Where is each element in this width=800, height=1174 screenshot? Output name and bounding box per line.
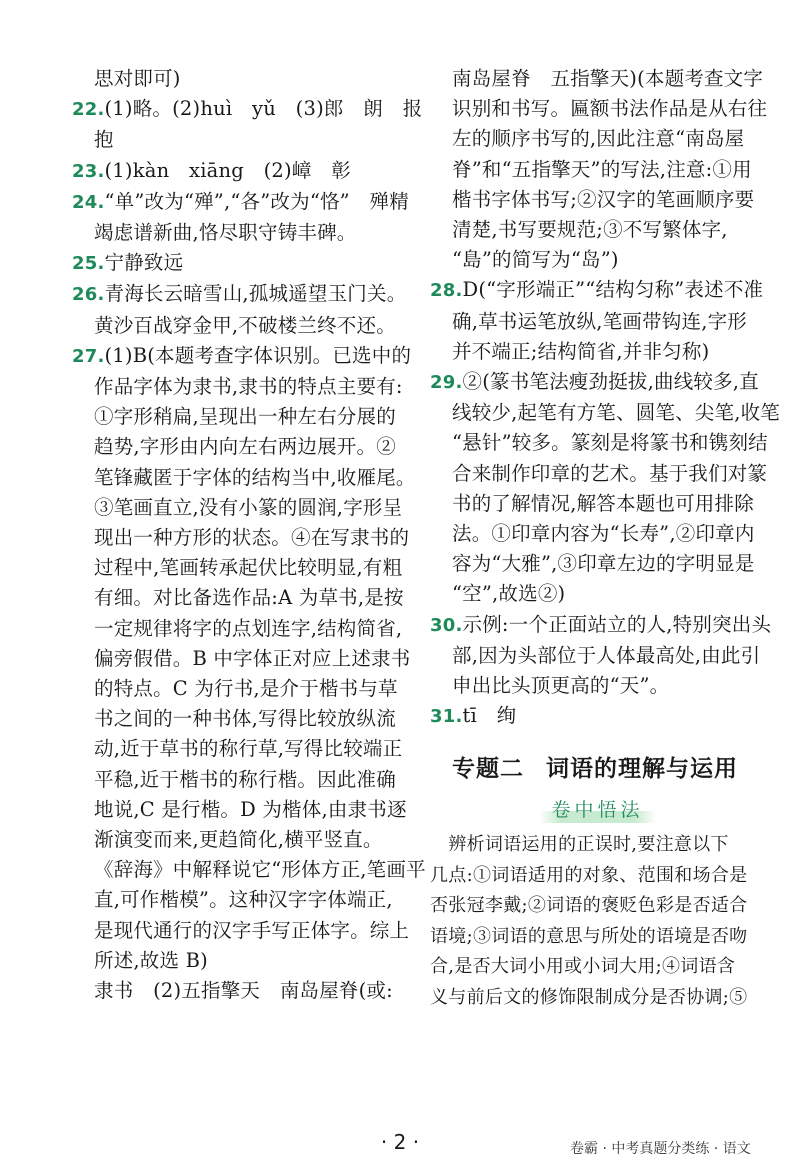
answer-text: 申出比头顶更高的“天”。 [452,674,670,698]
answer-text: 一定规律将字的点划连字,结构简省, [94,616,403,640]
answer-line [72,523,410,553]
answer-text: 的特点。C 为行书,是介于楷书与草 [94,677,398,701]
answer-line [430,701,765,732]
answer-line [72,64,392,94]
answer-line [72,187,409,218]
answer-text: 竭虑谱新曲,恪尽职守铸丰碑。 [94,221,357,245]
answer-line [430,215,765,245]
answer-item [72,187,409,248]
answer-text: 南岛屋脊 五指擎天)(本题考查文字 [452,67,764,90]
answer-line [72,916,410,946]
answer-text: (1)kàn xiāng (2)嶂 彰 [104,158,351,182]
answer-line [72,94,423,125]
right-column [430,64,780,1013]
answer-item [72,976,392,1006]
answer-line [72,976,392,1006]
answer-line [72,614,403,644]
answer-line [72,583,404,613]
answer-line [430,519,765,549]
answer-line [430,64,765,94]
answer-line [72,704,396,734]
left-column [72,64,426,1006]
answer-line [430,337,765,367]
answer-line [430,579,765,609]
answer-text: 《辞海》中解释说它“形体方正,笔画平 [94,858,426,882]
answer-number: 23. [72,160,105,182]
answer-text: 抱 [94,128,114,152]
answer-line [72,248,392,279]
answer-text: 部,因为头部位于人体最高处,由此引 [452,643,761,667]
answer-text: (1)B(本题考查字体识别。已选中的 [104,343,412,367]
answer-line [430,367,765,398]
answer-item [430,275,765,367]
page-number: · 2 · [380,1130,420,1154]
answer-item [72,64,392,94]
answer-item [430,701,765,732]
answer-text: 识别和书写。匾额书法作品是从右往 [452,97,768,121]
answer-text: 脊”和“五指擎天”的写法,注意:①用 [452,157,752,181]
answer-text: 合来制作印章的艺术。基于我们对篆 [452,461,768,485]
answer-line [72,279,407,310]
answer-line [72,885,392,915]
answer-item [72,94,423,155]
answer-item [72,248,392,279]
answer-text: “悬针”较多。篆刻是将篆书和镌刻结 [452,431,768,455]
answer-line [72,795,407,825]
answer-text: 平稳,近于楷书的称行楷。因此准确 [94,767,396,791]
answer-line [430,641,765,671]
answer-text: “空”,故选②) [452,582,566,606]
answer-text: 容为“大雅”,③印章左边的字明显是 [452,552,755,576]
answer-text: 现出一种方形的状态。④在写隶书的 [94,526,410,550]
answer-number: 22. [72,99,105,121]
answer-line [72,125,392,155]
answer-line [430,459,768,489]
answer-line [430,307,765,337]
answer-item [72,279,407,340]
answer-number: 31. [430,706,463,728]
answer-number: 28. [430,280,463,302]
answer-line [430,489,765,519]
answer-line [72,734,403,764]
answer-text: 思对即可) [94,67,181,90]
footer-brand: 卷霸 · 中考真题分类练 · 语文 [570,1141,751,1157]
answer-text: (1)略。(2)huì yǔ (3)郎 朗 报 [104,97,423,121]
answer-number: 24. [72,191,105,213]
answer-line [72,218,392,248]
answer-text: 有细。对比备选作品:A 为草书,是按 [94,586,404,610]
answer-line [72,946,392,976]
paragraph-line: 辨析词语运用的正误时,要注意以下 [430,834,729,856]
paragraph-line: 否张冠李戴;②词语的褒贬色彩是否适合 [430,895,748,917]
answer-text: D(“字形端正”“结构匀称”表述不准 [462,278,764,302]
answer-text: 法。①印章内容为“长寿”,②印章内 [452,522,755,546]
paragraph-line: 义与前后文的修饰限制成分是否协调;⑤ [430,986,748,1008]
answer-text: “島”的简写为“岛”) [452,248,619,272]
answer-number: 26. [72,284,105,306]
answer-text: 直,可作楷模”。这种汉字字体端正, [94,888,393,912]
answer-line [72,341,412,372]
answer-text: 青海长云暗雪山,孤城遥望玉门关。 [104,282,407,306]
answer-text: tī 绚 [462,704,517,728]
answer-number: 29. [430,372,463,394]
answer-line [430,245,765,275]
answer-line [72,825,392,855]
answer-text: 动,近于草书的称行草,写得比较端正 [94,737,403,761]
answer-text: 作品字体为隶书,隶书的特点主要有: [94,375,403,399]
answer-line [430,155,765,185]
answer-text: ③笔画直立,没有小篆的圆润,字形呈 [94,495,403,519]
answer-line [72,432,396,462]
answer-line [72,463,416,493]
answer-line [72,765,396,795]
answer-text: ②(篆书笔法瘦劲挺拔,曲线较多,直 [462,370,759,394]
answer-line [430,124,765,154]
answer-text: 地说,C 是行楷。D 为楷体,由隶书逐 [94,797,407,821]
answer-number: 27. [72,345,105,367]
answer-text: 过程中,笔画转承起伏比较明显,有粗 [94,556,403,580]
answer-line [72,674,398,704]
answer-line [72,644,411,674]
answer-text: 清楚,书写要规范;③不写繁体字, [452,218,728,242]
answer-text: 示例:一个正面站立的人,特别突出头 [462,612,772,636]
answer-line [430,671,765,701]
answer-text: 所述,故选 B) [94,948,208,972]
answer-text: 确,草书运笔放纵,笔画带钩连,字形 [452,309,747,333]
answer-item [430,64,768,275]
answer-text: 笔锋藏匿于字体的结构当中,收雁尾。 [94,465,416,489]
answer-text: 楷书字体书写;②汉字的笔画顺序要 [452,187,755,211]
answer-line [430,94,768,124]
answer-line [72,156,392,187]
answer-text: 宁静致远 [104,251,184,275]
answer-text: 偏旁假借。B 中字体正对应上述隶书 [94,646,411,670]
answer-line [72,402,396,432]
paragraph-line: 语境;③词语的意思与所处的语境是否吻 [430,925,748,947]
answer-text: 是现代通行的汉字手写正体字。综上 [94,918,410,942]
answer-text: 渐演变而来,更趋简化,横平竖直。 [94,828,383,852]
answer-text: 趋势,字形由内向左右两边展开。② [94,435,396,459]
answer-line [430,398,780,428]
answer-text: 线较少,起笔有方笔、圆笔、尖笔,收笔 [452,401,780,425]
paragraph-line: 几点:①词语适用的对象、范围和场合是 [430,864,748,886]
answer-line [430,549,765,579]
paragraph-line: 合,是否大词小用或小词大用;④词语含 [430,956,736,978]
answer-text: 黄沙百战穿金甲,不破楼兰终不还。 [94,313,396,337]
answer-line [72,855,426,885]
answer-item [430,367,780,610]
answer-item [430,610,772,702]
answer-number: 25. [72,253,105,275]
answer-text: 书之间的一种书体,写得比较放纵流 [94,707,396,731]
answer-line [72,372,403,402]
answer-text: 左的顺序书写的,因此注意“南岛屋 [452,127,745,151]
subheading-wrap [430,795,765,822]
answer-line [430,610,772,641]
answer-text: “单”改为“殚”,“各”改为“恪” 殚精 [104,189,409,213]
method-paragraph [430,830,765,1013]
answer-line [430,428,768,458]
subheading: 卷中悟法 [539,795,655,822]
answer-item [72,341,426,976]
answer-text: ①字形稍扁,呈现出一种左右分展的 [94,405,396,429]
section-name: 词语的理解与运用 [546,756,738,783]
answer-line [430,275,765,306]
answer-text: 隶书 (2)五指擎天 南岛屋脊(或: [94,979,393,1003]
answer-number: 30. [430,614,463,636]
answer-line [430,185,765,215]
section-title [430,750,765,783]
right-answer-list [430,64,780,732]
answer-text: 并不端正;结构简省,并非匀称) [452,339,710,363]
answer-line [72,553,403,583]
answer-item [72,156,392,187]
answer-text: 书的了解情况,解答本题也可用排除 [452,491,754,515]
answer-line [72,493,403,523]
answer-line [72,311,396,341]
section-label: 专题二 [452,756,524,783]
